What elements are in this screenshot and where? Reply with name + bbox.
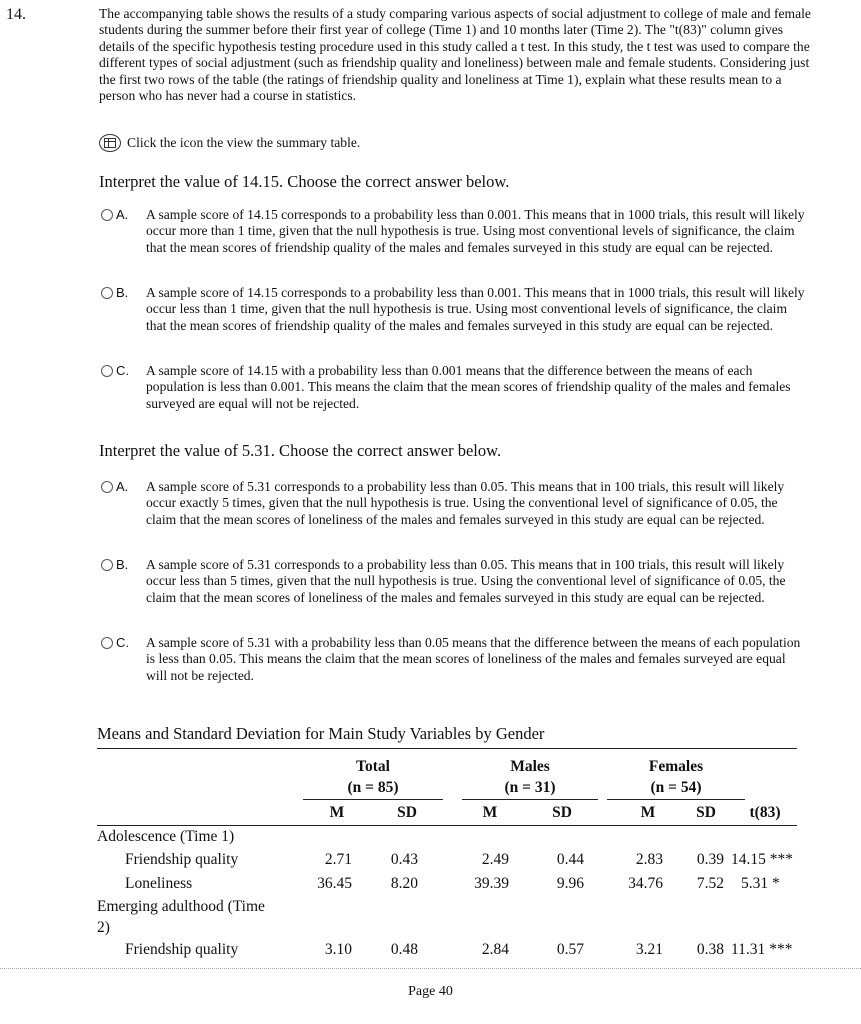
table-cell: 2.49 bbox=[481, 851, 509, 868]
summary-table-link[interactable] bbox=[99, 134, 360, 152]
table-cell: 9.96 bbox=[556, 875, 584, 892]
table-cell: 2.83 bbox=[635, 851, 663, 868]
option-letter: A. bbox=[116, 207, 129, 222]
females-m-header: M bbox=[640, 804, 656, 821]
row-label: Friendship quality bbox=[125, 851, 239, 868]
group-males-underline bbox=[462, 799, 598, 800]
table-cell: 7.52 bbox=[696, 875, 724, 892]
section-label-time2-cont: 2) bbox=[97, 919, 110, 936]
t-number: 5.31 bbox=[741, 875, 769, 892]
table-icon[interactable] bbox=[99, 134, 121, 152]
option-letter: B. bbox=[116, 557, 129, 572]
table-top-rule bbox=[97, 748, 797, 749]
option-letter: A. bbox=[116, 479, 129, 494]
part1-prompt: Interpret the value of 14.15. Choose the correct answer below. bbox=[99, 172, 510, 191]
males-sd-header: SD bbox=[552, 804, 572, 821]
group-total-underline bbox=[303, 799, 443, 800]
table-title: Means and Standard Deviation for Main Study Variables by Gender bbox=[97, 724, 545, 743]
part1-option-b[interactable] bbox=[101, 285, 806, 334]
significance: * bbox=[772, 875, 780, 892]
radio-icon[interactable] bbox=[101, 287, 113, 299]
option-text: A sample score of 5.31 corresponds to a probability less than 0.05. This means that in 100 trials, this result will likely occur exactly 5 times, given that the null hypothesis is true. Using the conventional level of significance of 0.05, the claim that the mean scores of loneliness of the males and females surveyed in this study are equal can be rejected. bbox=[146, 479, 785, 527]
group-females-underline bbox=[607, 799, 745, 800]
table-cell: 3.21 bbox=[635, 941, 663, 958]
radio-icon[interactable] bbox=[101, 559, 113, 571]
part2-option-b[interactable] bbox=[101, 557, 806, 606]
option-text: A sample score of 14.15 corresponds to a probability less than 0.001. This means that in 1000 trials, this result will likely occur more than 1 time, given that the null hypothesis is true. Using most conventional levels of significance, the claim that the mean scores of friendship quality of the males and females surveyed in this study are equal can be rejected. bbox=[146, 207, 805, 255]
females-sd-header: SD bbox=[696, 804, 716, 821]
t-value bbox=[731, 941, 792, 959]
part1-option-c[interactable] bbox=[101, 363, 806, 412]
radio-icon[interactable] bbox=[101, 481, 113, 493]
radio-icon[interactable] bbox=[101, 209, 113, 221]
table-cell: 34.76 bbox=[628, 875, 663, 892]
radio-icon[interactable] bbox=[101, 365, 113, 377]
option-letter: B. bbox=[116, 285, 129, 300]
table-cell: 0.48 bbox=[390, 941, 418, 958]
table-cell: 36.45 bbox=[317, 875, 352, 892]
part1-option-a[interactable] bbox=[101, 207, 806, 256]
group-total-n: (n = 85) bbox=[347, 779, 399, 796]
group-males-label: Males bbox=[510, 758, 550, 775]
table-cell: 39.39 bbox=[474, 875, 509, 892]
part2-option-a[interactable] bbox=[101, 479, 806, 528]
table-cell: 0.38 bbox=[696, 941, 724, 958]
row-label: Friendship quality bbox=[125, 941, 239, 958]
group-total-label: Total bbox=[356, 758, 390, 775]
t-header: t(83) bbox=[749, 804, 781, 821]
option-text: A sample score of 5.31 with a probability less than 0.05 means that the difference between the means of each population is less than 0.05. This means the claim that the mean scores of loneliness of the males and females surveyed are equal will not be rejected. bbox=[146, 635, 801, 683]
page-cut-line bbox=[0, 968, 861, 969]
option-letter: C. bbox=[116, 635, 129, 650]
table-header-rule bbox=[97, 825, 797, 826]
option-text: A sample score of 14.15 corresponds to a probability less than 0.001. This means that in 1000 trials, this result will likely occur less than 1 time, given that the null hypothesis is true. Using most conventional levels of significance, the claim that the mean scores of friendship quality of the males and females surveyed in this study are equal can be rejected. bbox=[146, 285, 805, 333]
row-label: Loneliness bbox=[125, 875, 193, 892]
significance: *** bbox=[769, 851, 793, 868]
table-cell: 3.10 bbox=[324, 941, 352, 958]
page-number: Page 40 bbox=[408, 984, 453, 999]
t-value bbox=[741, 875, 780, 893]
section-label-time2: Emerging adulthood (Time bbox=[97, 898, 265, 915]
part2-prompt: Interpret the value of 5.31. Choose the correct answer below. bbox=[99, 441, 502, 460]
table-cell: 8.20 bbox=[390, 875, 418, 892]
t-number: 11.31 bbox=[731, 941, 766, 958]
summary-link-text: Click the icon the view the summary table. bbox=[127, 135, 361, 150]
table-cell: 0.39 bbox=[696, 851, 724, 868]
table-cell: 0.43 bbox=[390, 851, 418, 868]
option-text: A sample score of 14.15 with a probability less than 0.001 means that the difference between the means of each population is less than 0.001. This means the claim that the mean scores of friendship quality of the males and females surveyed are equal will not be rejected. bbox=[146, 363, 791, 411]
option-letter: C. bbox=[116, 363, 129, 378]
t-value bbox=[731, 851, 793, 869]
males-m-header: M bbox=[482, 804, 498, 821]
question-intro: The accompanying table shows the results of a study comparing various aspects of social adjustment to college of male and female students during the summer before their first year of college (Time 1) and 10 months later (Time 2). The "t(83)" column gives details of the specific hypothesis testing procedure used in this study called a t test. In this study, the t test was used to compare the different types of social adjustment (such as friendship quality and loneliness) between male and female students. Considering just the first two rows of the table (the ratings of friendship quality and loneliness at Time 1), explain what these results mean to a person who has never had a course in statistics. bbox=[99, 6, 811, 104]
table-cell: 2.71 bbox=[324, 851, 352, 868]
table-cell: 0.44 bbox=[556, 851, 584, 868]
group-females-n: (n = 54) bbox=[650, 779, 702, 796]
total-m-header: M bbox=[329, 804, 345, 821]
group-males-n: (n = 31) bbox=[504, 779, 556, 796]
t-number: 14.15 bbox=[731, 851, 766, 868]
significance: *** bbox=[769, 941, 793, 958]
radio-icon[interactable] bbox=[101, 637, 113, 649]
part2-option-c[interactable] bbox=[101, 635, 806, 684]
total-sd-header: SD bbox=[397, 804, 417, 821]
table-cell: 0.57 bbox=[556, 941, 584, 958]
table-cell: 2.84 bbox=[481, 941, 509, 958]
option-text: A sample score of 5.31 corresponds to a probability less than 0.05. This means that in 100 trials, this result will likely occur less than 5 times, given that the null hypothesis is true. Using the conventional level of significance of 0.05, the claim that the mean scores of loneliness of the males and females surveyed in this study are equal can be rejected. bbox=[146, 557, 786, 605]
section-label-time1: Adolescence (Time 1) bbox=[97, 828, 235, 845]
group-females-label: Females bbox=[648, 758, 704, 775]
question-number: 14. bbox=[6, 6, 26, 23]
